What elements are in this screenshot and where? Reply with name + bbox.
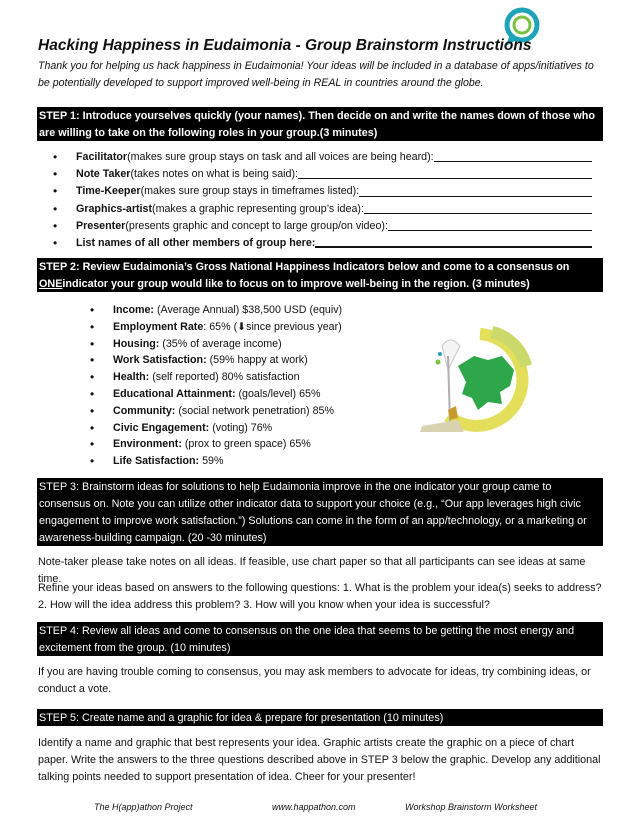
indicator-item: • Educational Attainment: (goals/level) 65% (113, 386, 342, 403)
presentation-instructions: Identify a name and graphic that best represents your idea. Graphic artists create the graphic on a piece of chart paper. Write the answers to the three questions described above in STEP 3 below the graphic. Develop any additional talking points needed to support presentation of idea. Cheer for your presenter! (38, 737, 601, 783)
write-in-line[interactable] (388, 218, 592, 231)
role-time-keeper: • Time-Keeper (makes sure group stays in timeframes listed): (76, 183, 596, 200)
role-graphics-artist: • Graphics-artist (makes a graphic representing group’s idea): (76, 201, 596, 218)
note-taker-instructions: Note-taker please take notes on all ideas. If feasible, use chart paper so that all participants can see ideas at same time. (38, 556, 586, 585)
write-in-line[interactable] (315, 235, 592, 248)
step5-banner: STEP 5: Create name and a graphic for idea & prepare for presentation (10 minutes) (37, 709, 603, 726)
consensus-help-text: If you are having trouble coming to consensus, you may ask members to advocate for ideas, try combining ideas, or conduct a vote. (38, 666, 591, 695)
write-in-line[interactable] (298, 166, 592, 179)
write-in-line[interactable] (359, 183, 592, 196)
indicator-item: • Work Satisfaction: (59% happy at work) (113, 352, 342, 369)
step2-banner: STEP 2: Review Eudaimonia’s Gross National Happiness Indicators below and come to a consensus on ONEindicator your group would like to focus on to improve well-being in the region. (3 minutes) (37, 258, 603, 292)
step3-banner: STEP 3: Brainstorm ideas for solutions to help Eudaimonia improve in the one indicator your group came to consensus on. Note you can utilize other indicator data to support your choice (e.g., “Our app leverages high civic engagement to improve work satisfaction.”) Solutions can come in the form of an app/technology, or a marketing or awareness-building campaign. (20 -30 minutes) (37, 478, 603, 546)
indicator-item: • Income: (Average Annual) $38,500 USD (equiv) (113, 302, 342, 319)
indicator-list (113, 302, 342, 470)
write-in-line[interactable] (364, 201, 592, 214)
page-title: Hacking Happiness in Eudaimonia - Group Brainstorm Instructions (38, 37, 532, 54)
step1-banner: STEP 1: Introduce yourselves quickly (your names). Then decide on and write the names down of those who are willing to take on the following roles in your group.(3 minutes) (37, 107, 603, 141)
intro-text: Thank you for helping us hack happiness in Eudaimonia! Your ideas will be included in a database of apps/initiatives to be potentially developed to support improved well-being in REAL in countries around the globe. (38, 60, 594, 89)
role-facilitator: • Facilitator (makes sure group stays on task and all voices are being heard): (76, 149, 596, 166)
footer-project: The H(app)athon Project (94, 802, 193, 812)
step4-banner: STEP 4: Review all ideas and come to consensus on the one idea that seems to be getting the most energy and excitement from the group. (10 minutes) (37, 622, 603, 656)
write-in-line[interactable] (434, 149, 592, 162)
footer-document-name: Workshop Brainstorm Worksheet (405, 802, 538, 812)
indicator-item: • Housing: (35% of average income) (113, 336, 342, 353)
indicator-item: • Health: (self reported) 80% satisfaction (113, 369, 342, 386)
role-other-members: • List names of all other members of group here: (76, 235, 596, 252)
indicator-item: • Life Satisfaction: 59% (113, 453, 342, 470)
role-presenter: • Presenter (presents graphic and concept to large group/on video): (76, 218, 596, 235)
indicator-item: • Employment Rate: 65% (⬇since previous year) (113, 319, 342, 336)
indicator-item: • Civic Engagement: (voting) 76% (113, 420, 342, 437)
roles-list (76, 149, 596, 252)
indicator-item: • Community: (social network penetration) 85% (113, 403, 342, 420)
refine-instructions: Refine your ideas based on answers to the following questions: 1. What is the problem your idea(s) seeks to address? 2. How will the idea address this problem? 3. How will you know when your idea is successful? (38, 582, 602, 611)
role-note-taker: • Note Taker (takes notes on what is being said): (76, 166, 596, 183)
indicator-item: • Environment: (prox to green space) 65% (113, 436, 342, 453)
happiness-map-illustration (418, 326, 538, 434)
footer-url[interactable]: www.happathon.com (272, 802, 356, 812)
